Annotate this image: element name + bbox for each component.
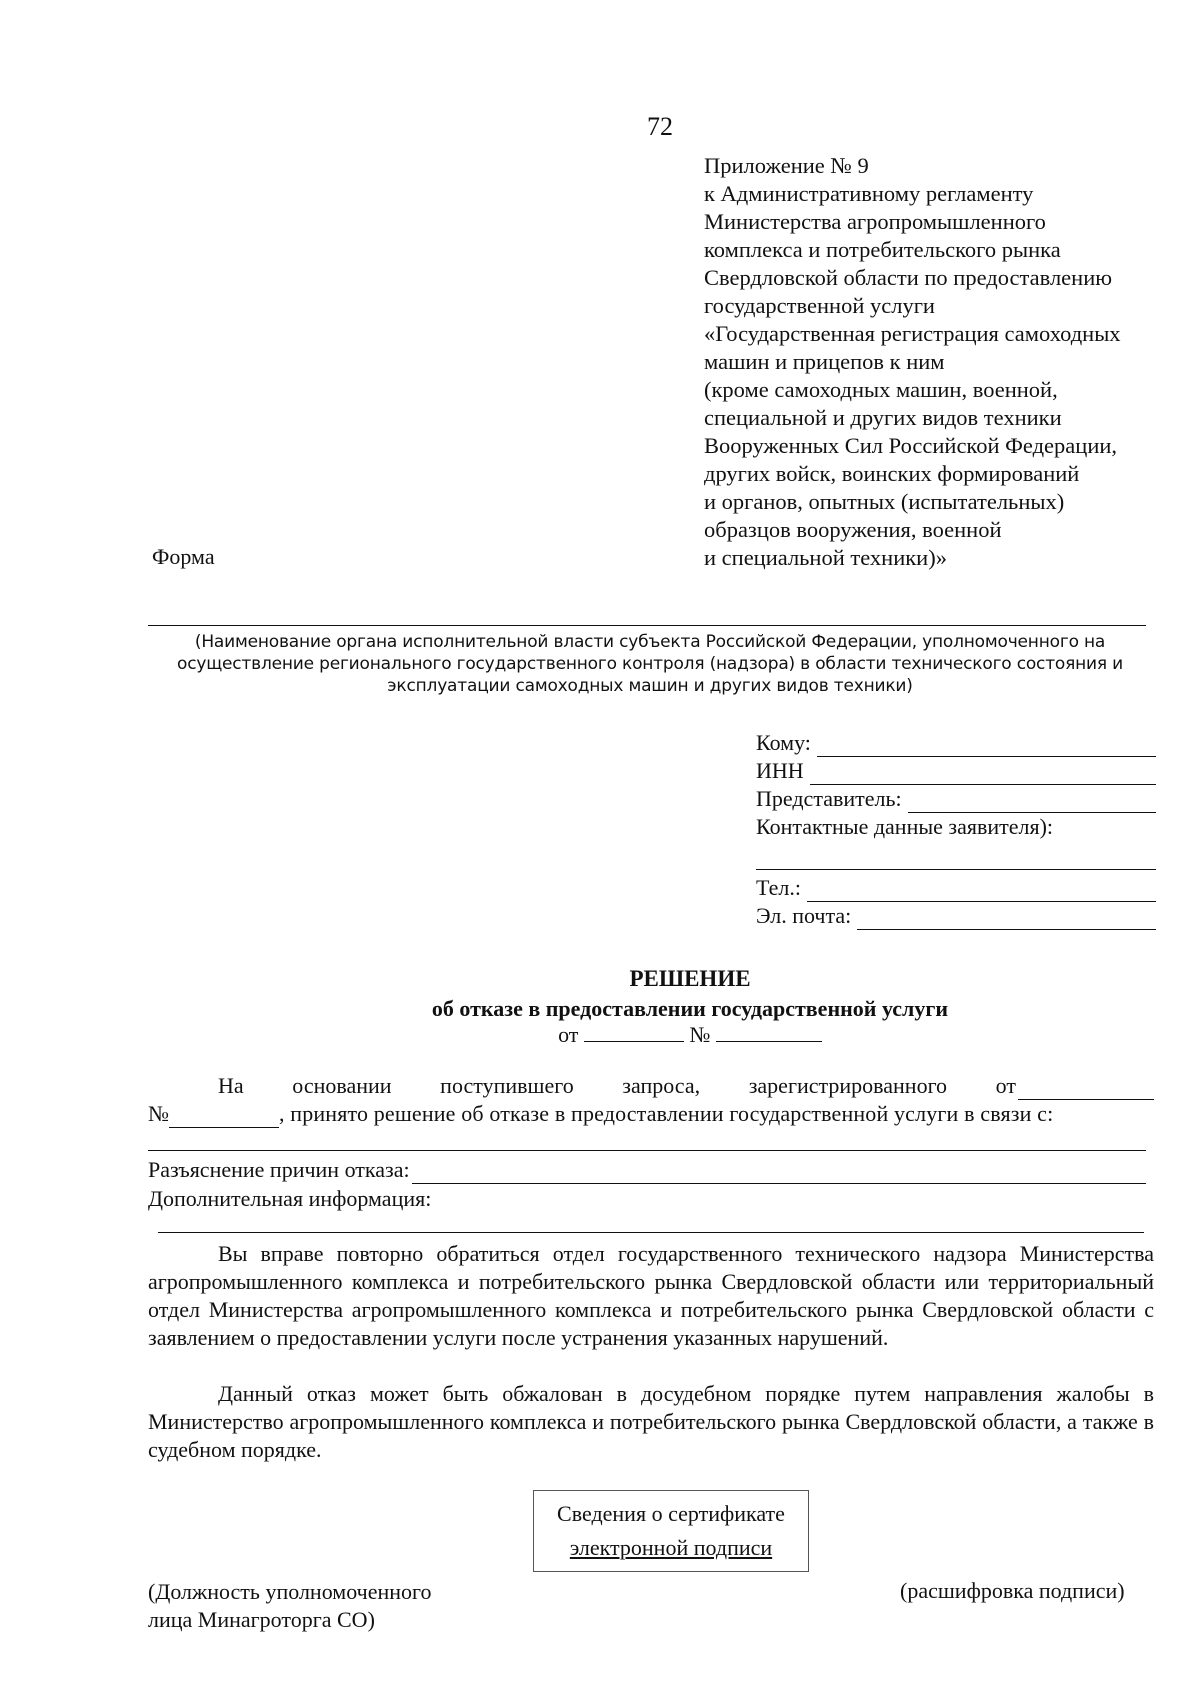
appendix-line: к Административному регламенту [704, 181, 1034, 206]
appeal-paragraph [148, 1380, 1154, 1464]
recipient-inn-label: ИНН [756, 758, 804, 783]
page-number: 72 [647, 112, 673, 141]
refusal-reason-label: Разъяснение причин отказа: [148, 1157, 410, 1182]
document-subtitle: об отказе в предоставлении государственной услуги [431, 996, 949, 1021]
reapply-paragraph [148, 1240, 1154, 1352]
form-label: Форма [152, 544, 215, 569]
request-text-start: На основании поступившего запроса, зарегистрированного от [218, 1073, 1016, 1098]
recipient-block [756, 729, 1156, 930]
appendix-line: других войск, воинских формирований [704, 461, 1080, 486]
appendix-line: специальной и других видов техники [704, 405, 1062, 430]
request-line-1 [148, 1072, 1154, 1100]
recipient-phone-label: Тел.: [756, 875, 801, 900]
appendix-line: образцов вооружения, военной [704, 517, 1002, 542]
recipient-phone-row [756, 874, 1156, 902]
recipient-inn-field[interactable] [810, 764, 1156, 785]
request-number-label: № [148, 1101, 169, 1126]
appendix-line: и специальной техники)» [704, 545, 947, 570]
additional-info-label: Дополнительная информация: [148, 1186, 432, 1211]
signature-decoding: (расшифровка подписи) [900, 1578, 1125, 1603]
request-text-end: , принято решение об отказе в предоставлении государственной услуги в связи с: [279, 1101, 1054, 1126]
request-number-field[interactable] [169, 1107, 279, 1128]
official-position-line-1: (Должность уполномоченного [148, 1579, 432, 1604]
request-paragraph [148, 1072, 1154, 1128]
reapply-text: Вы вправе повторно обратиться отдел государственного технического надзора Министерства агропромышленного комплекса и потребительского рынка Свердловской области или территориальный отдел Министерства агропромышленного комплекса и потребительского рынка Свердловской области с заявлением о предоставлении услуги после устранения указанных нарушений. [148, 1241, 1154, 1350]
org-name-caption: (Наименование органа исполнительной власти субъекта Российской Федерации, уполномоченного на осуществление регионального государственного контроля (надзора) в области технического состояния и эксплуатации самоходных машин и других видов техники) [177, 632, 1123, 696]
recipient-contacts-label: Контактные данные заявителя): [756, 814, 1054, 839]
appendix-line: Приложение № 9 [704, 153, 869, 178]
official-position-line-2: лица Минагроторга СО) [148, 1607, 375, 1632]
recipient-email-row [756, 902, 1156, 930]
recipient-inn-row [756, 757, 1156, 785]
appendix-line: Вооруженных Сил Российской Федерации, [704, 433, 1118, 458]
additional-info-field[interactable] [158, 1232, 1144, 1233]
recipient-to-row [756, 729, 1156, 757]
request-date-field[interactable] [1018, 1079, 1154, 1100]
appendix-line: Министерства агропромышленного [704, 209, 1046, 234]
document-title: РЕШЕНИЕ [629, 966, 751, 991]
recipient-contacts-row [756, 813, 1156, 841]
appendix-line: комплекса и потребительского рынка [704, 237, 1061, 262]
appeal-text: Данный отказ может быть обжалован в досудебном порядке путем направления жалобы в Министерство агропромышленного комплекса и потребительского рынка Свердловской области, а также в судебном порядке. [148, 1381, 1154, 1462]
recipient-representative-row [756, 785, 1156, 813]
decision-date-number [0, 1022, 1200, 1048]
appendix-line: «Государственная регистрация самоходных [704, 321, 1121, 346]
decision-date-field[interactable] [584, 1023, 684, 1042]
decision-number-label: № [689, 1022, 711, 1047]
appendix-line: Свердловской области по предоставлению [704, 265, 1113, 290]
refusal-reason-field[interactable] [412, 1163, 1146, 1184]
appendix-line: и органов, опытных (испытательных) [704, 489, 1065, 514]
certificate-line-1: Сведения о сертификате [557, 1501, 785, 1526]
certificate-line-2: электронной подписи [569, 1535, 773, 1560]
recipient-to-field[interactable] [817, 736, 1156, 757]
org-name-line[interactable] [148, 625, 1146, 626]
recipient-email-field[interactable] [857, 909, 1156, 930]
appendix-line: машин и прицепов к ним [704, 349, 945, 374]
decision-from-label: от [558, 1022, 579, 1047]
recipient-representative-field[interactable] [908, 792, 1156, 813]
recipient-email-label: Эл. почта: [756, 903, 852, 928]
request-line-2 [148, 1100, 1154, 1128]
decision-number-field[interactable] [716, 1023, 822, 1042]
signature-certificate-box [533, 1490, 809, 1572]
refusal-reason-row [148, 1156, 1146, 1184]
recipient-phone-field[interactable] [807, 881, 1156, 902]
appendix-line: государственной услуги [704, 293, 935, 318]
recipient-to-label: Кому: [756, 730, 811, 755]
refusal-grounds-line[interactable] [148, 1150, 1146, 1151]
appendix-header [704, 152, 1121, 572]
appendix-line: (кроме самоходных машин, военной, [704, 377, 1058, 402]
official-position [148, 1578, 431, 1634]
recipient-representative-label: Представитель: [756, 786, 902, 811]
recipient-contacts-field[interactable] [756, 841, 1156, 870]
